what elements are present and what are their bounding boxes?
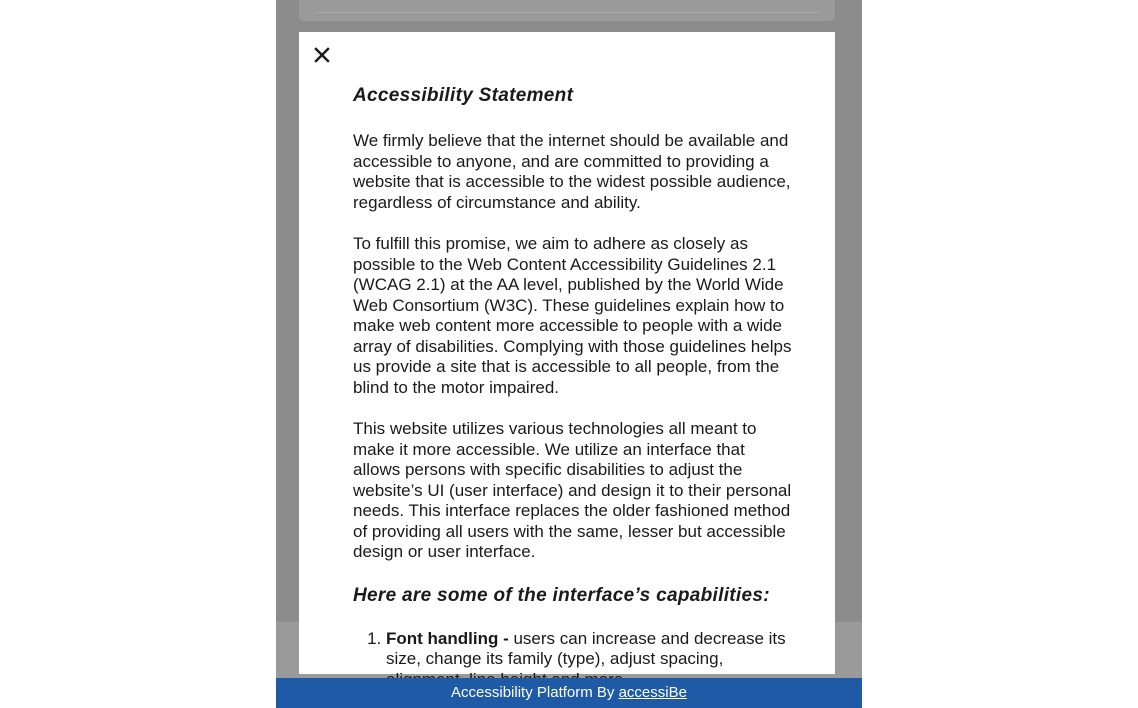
accessibility-statement-modal [299,32,835,674]
statement-content [353,84,793,690]
background-divider [315,12,819,13]
statement-paragraph-2: To fulfill this promise, we aim to adhere as closely as possible to the Web Content Accessibility Guidelines 2.1 (WCAG 2.1) at the AA level, published by the World Wide Web Consortium (W3C). These guidelines explain how to make web content more accessible to people with a wide array of disabilities. Complying with those guidelines helps us provide a site that is accessible to all people, from the blind to the motor impaired. [353,234,792,397]
capability-text: users can increase and decrease its size, change its family (type), adjust spacing, [386,628,786,668]
platform-footer [276,678,862,708]
capabilities-heading: Here are some of the interface’s capabilities: [353,584,770,606]
close-button[interactable] [313,46,331,64]
statement-paragraph-1: We firmly believe that the internet should be available and accessible to anyone, and are committed to providing a website that is accessible to the widest possible audience, regardless of circumstance and ability. [353,131,791,212]
statement-title: Accessibility Statement [353,85,574,106]
statement-paragraph-3: This website utilizes various technologies all meant to make it more accessible. We utilize an interface that allows persons with specific disabilities to adjust the website’s UI (user interface) and design it to their personal needs. This interface replaces the older fashioned method of providing all users with the same, lesser but accessible design or user interface. [353,419,792,561]
close-icon [313,46,331,64]
capability-term: Font handling - [386,628,509,648]
footer-prefix: Accessibility Platform By [451,684,615,701]
accessibility-widget-frame [276,0,862,708]
accessibe-link[interactable]: accessiBe [618,684,687,701]
background-card [299,0,835,21]
